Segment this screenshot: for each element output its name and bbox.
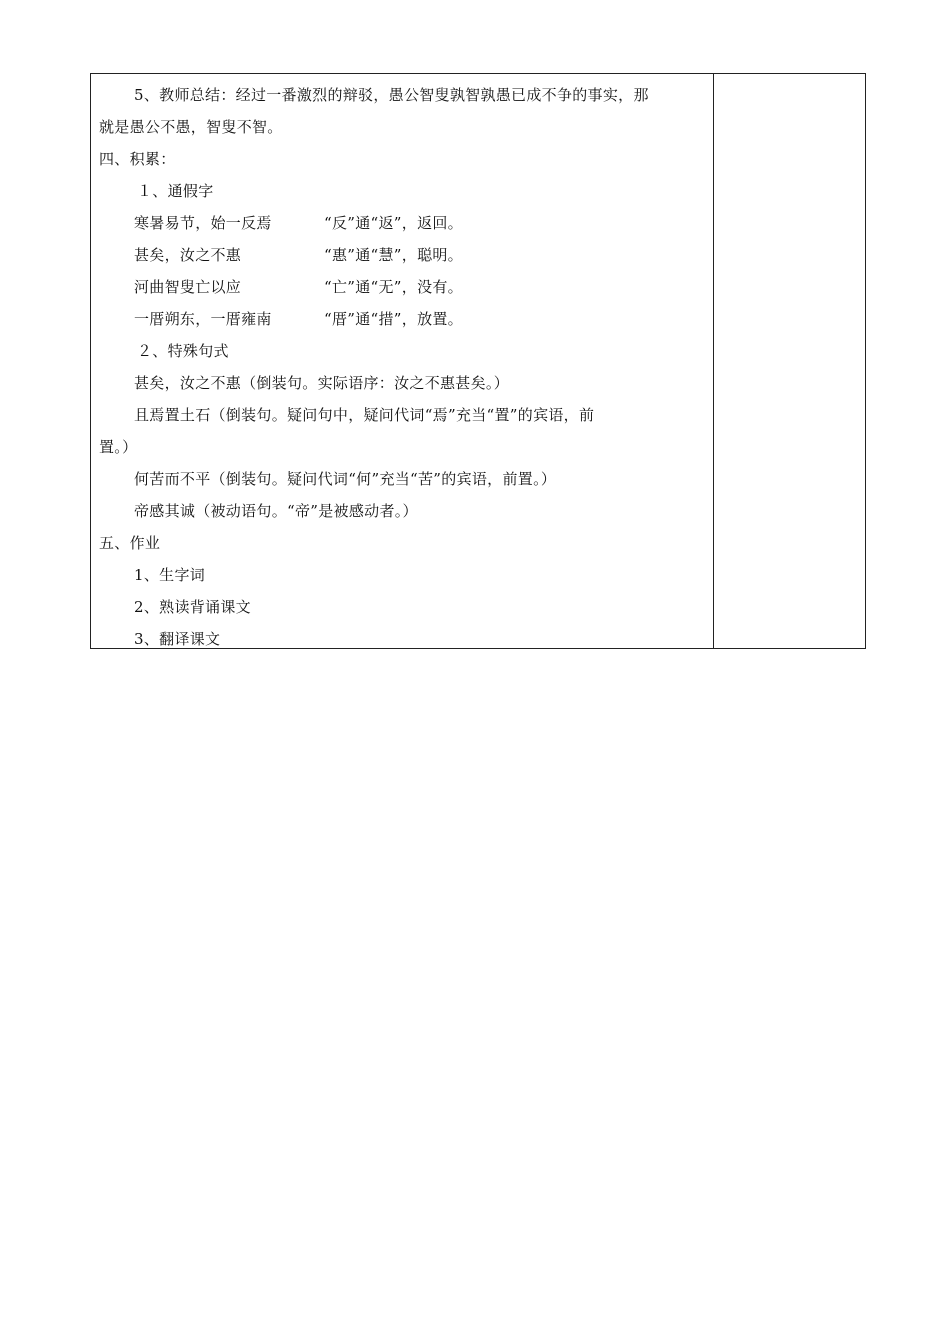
summary-line-2: 就是愚公不愚，智叟不智。 xyxy=(99,118,283,136)
homework-item-2: 2、熟读背诵课文 xyxy=(134,598,251,616)
teshu-line-4: 帝感其诚（被动语句。“帝”是被感动者。） xyxy=(134,502,418,520)
tongjiazi-note: “惠”通“慧”，聪明。 xyxy=(324,246,463,264)
tongjiazi-heading: １、通假字 xyxy=(137,182,214,200)
homework-item-1: 1、生字词 xyxy=(134,566,206,584)
tongjiazi-note: “厝”通“措”，放置。 xyxy=(324,310,463,328)
tongjiazi-row-1 xyxy=(134,207,272,239)
summary-line-1 xyxy=(134,79,649,111)
teshu-line-2b: 置。） xyxy=(99,438,138,456)
content-cell xyxy=(91,74,714,648)
tongjiazi-phrase: 寒暑易节，始一反焉 xyxy=(134,214,272,232)
teshu-line-2a: 且焉置土石（倒装句。疑问句中，疑问代词“焉”充当“置”的宾语，前 xyxy=(134,406,595,424)
tongjiazi-note: “亡”通“无”，没有。 xyxy=(324,278,463,296)
tongjiazi-row-4: 一厝朔东，一厝雍南 xyxy=(134,310,272,328)
homework-item-3: 3、翻译课文 xyxy=(134,630,221,648)
tongjiazi-note: “反”通“返”，返回。 xyxy=(324,214,463,232)
teshu-line-1: 甚矣，汝之不惠（倒装句。实际语序：汝之不惠甚矣。） xyxy=(134,374,510,392)
tongjiazi-row-2: 甚矣，汝之不惠 xyxy=(134,246,242,264)
teshu-heading: ２、特殊句式 xyxy=(137,342,229,360)
notes-cell xyxy=(714,74,865,648)
tongjiazi-row-3: 河曲智叟亡以应 xyxy=(134,278,242,296)
summary-text-1: 5、教师总结：经过一番激烈的辩驳，愚公智叟孰智孰愚已成不争的事实，那 xyxy=(134,86,649,104)
teshu-line-3: 何苦而不平（倒装句。疑问代词“何”充当“苦”的宾语，前置。） xyxy=(134,470,557,488)
section-4-heading: 四、积累： xyxy=(99,150,176,168)
section-5-heading: 五、作业 xyxy=(99,534,161,552)
lesson-table xyxy=(90,73,866,649)
